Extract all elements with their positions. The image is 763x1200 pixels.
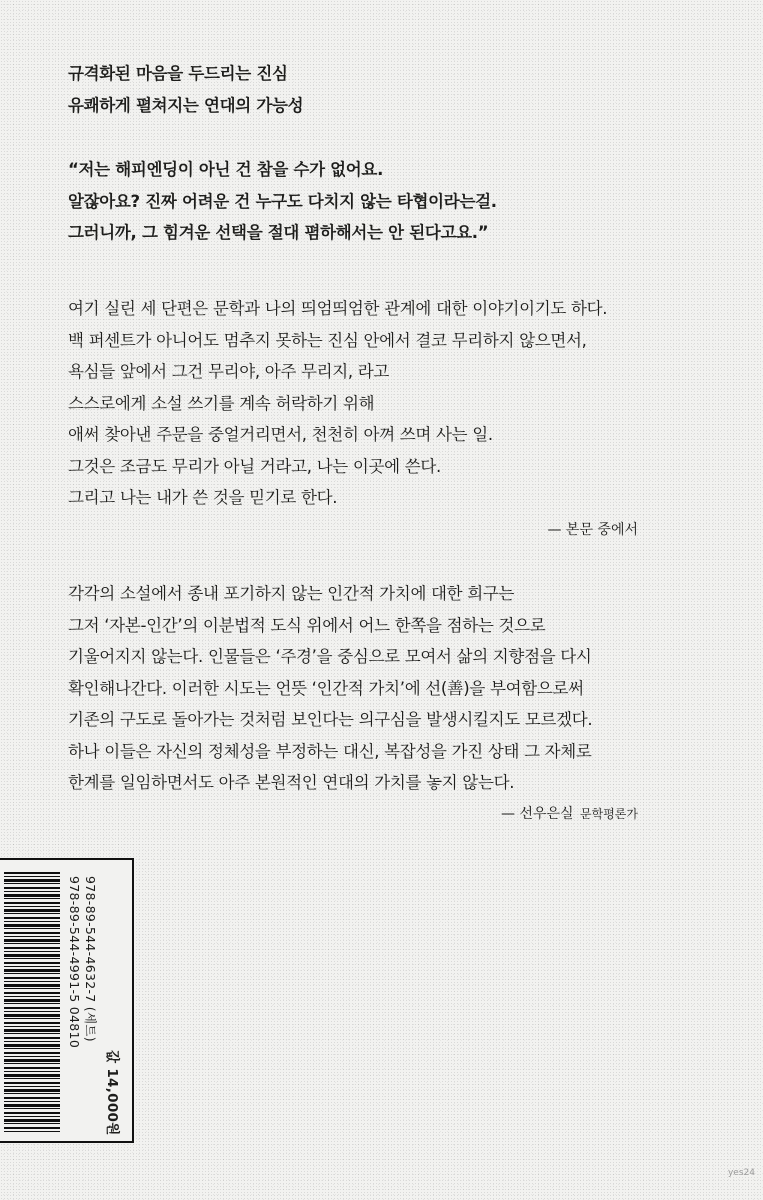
watermark: yes24 [727, 1168, 755, 1178]
isbn-main: 978-89-544-4991-5 04810 [67, 876, 82, 1049]
quote-line-1: “저는 해피엔딩이 아닌 건 참을 수가 없어요. [68, 160, 384, 179]
excerpt-line-2: 백 퍼센트가 아니어도 멈추지 못하는 진심 안에서 결코 무리하지 않으면서, [68, 330, 587, 350]
critic-name: — 선우은실 [501, 806, 574, 822]
quote-line-2: 알잖아요? 진짜 어려운 건 누구도 다치지 않는 타협이라는걸. [68, 191, 497, 211]
barcode-bars [4, 872, 60, 1134]
critic-role: 문학평론가 [580, 807, 638, 821]
review-line-2: 그저 ‘자본-인간’의 이분법적 도식 위에서 어느 한쪽을 점하는 것으로 [68, 615, 546, 635]
excerpt-line-1: 여기 실린 세 단편은 문학과 나의 띄엄띄엄한 관계에 대한 이야기이기도 하다. [68, 299, 608, 318]
excerpt-line-6: 그것은 조금도 무리가 아닐 거라고, 나는 이곳에 쓴다. [68, 456, 441, 476]
pull-quote [68, 154, 497, 249]
critic-review [68, 578, 592, 799]
review-attribution [501, 803, 638, 823]
excerpt-line-4: 스스로에게 소설 쓰기를 계속 허락하기 위해 [68, 393, 375, 413]
review-line-3: 기울어지지 않는다. 인물들은 ‘주경’을 중심으로 모여서 삶의 지향점을 다시 [68, 647, 592, 666]
book-excerpt [68, 293, 607, 514]
excerpt-line-3: 욕심들 앞에서 그건 무리야, 아주 무리지, 라고 [68, 362, 390, 381]
barcode-sticker [0, 858, 134, 1143]
isbn-set: 978-89-544-4632-7 (세트) [83, 876, 98, 1042]
excerpt-attribution: — 본문 중에서 [547, 522, 638, 538]
review-line-6: 하나 이들은 자신의 정체성을 부정하는 대신, 복잡성을 가진 상태 그 자체로 [68, 741, 592, 761]
excerpt-line-5: 애써 찾아낸 주문을 중얼거리면서, 천천히 아껴 쓰며 사는 일. [68, 425, 493, 444]
review-line-5: 기존의 구도로 돌아가는 것처럼 보인다는 의구심을 발생시킬지도 모르겠다. [68, 710, 593, 729]
price-label: 값 14,000원 [104, 1050, 120, 1136]
tagline [68, 58, 303, 121]
excerpt-line-7: 그리고 나는 내가 쓴 것을 믿기로 한다. [68, 488, 338, 507]
review-line-4: 확인해나간다. 이러한 시도는 언뜻 ‘인간적 가치’에 선(善)을 부여함으로써 [68, 678, 584, 698]
quote-line-3: 그러니까, 그 힘겨운 선택을 절대 폄하해서는 안 된다고요.” [68, 223, 489, 242]
review-line-7: 한계를 일임하면서도 아주 본원적인 연대의 가치를 놓지 않는다. [68, 773, 515, 792]
tagline-line-1: 규격화된 마음을 두드리는 진심 [68, 64, 288, 83]
tagline-line-2: 유쾌하게 펼쳐지는 연대의 가능성 [68, 95, 304, 115]
review-line-1: 각각의 소설에서 종내 포기하지 않는 인간적 가치에 대한 희구는 [68, 584, 515, 603]
